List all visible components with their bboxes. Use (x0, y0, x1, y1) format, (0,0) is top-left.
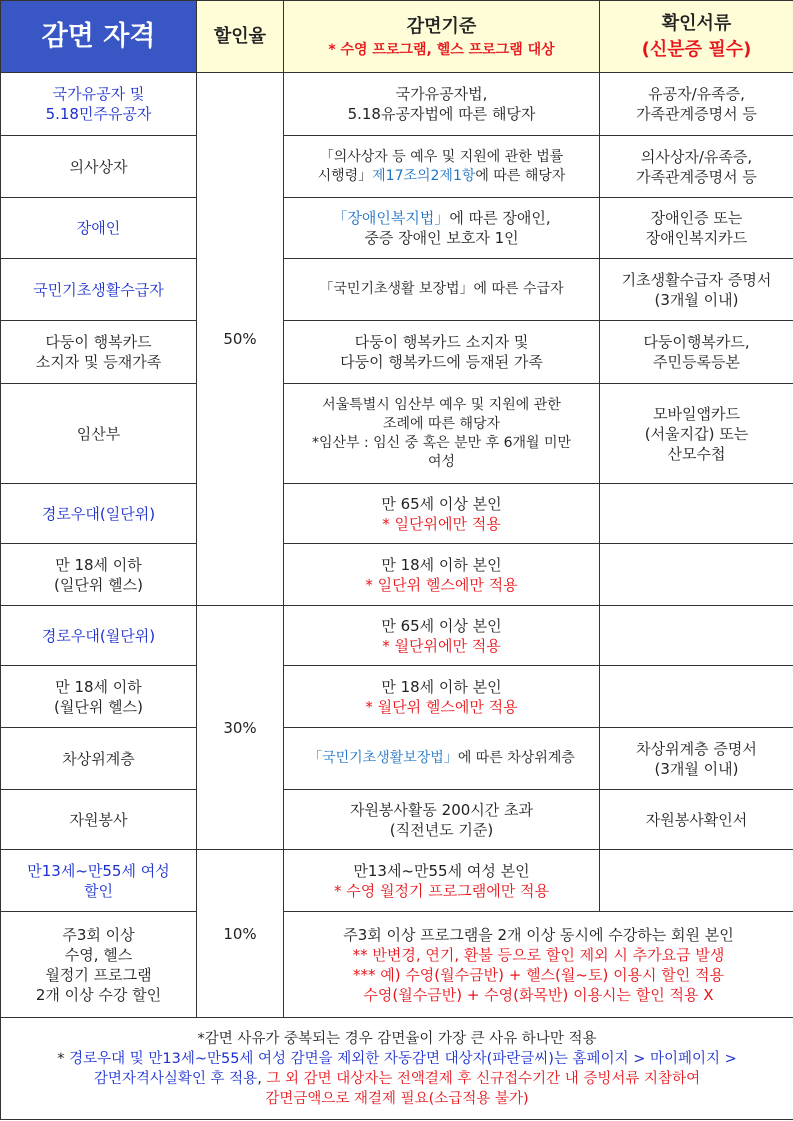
qualification-cell: 경로우대(월단위) (1, 606, 197, 666)
qualification-cell: 자원봉사 (1, 790, 197, 850)
criteria-cell-wide: 주3회 이상 프로그램을 2개 이상 동시에 수강하는 회원 본인 ** 반변경, 연기, 환불 등으로 할인 제외 시 추가요금 발생 *** 예) 수영(월수금반) + 헬스(월~토) 이용시 할인 적용 수영(월수금반) + 수영(화목반) 이용시는 할인 적용 X (284, 912, 793, 1018)
header-criteria (284, 1, 600, 73)
documents-cell (600, 666, 793, 728)
law-article-link[interactable]: 제17조의2제1항 (372, 167, 476, 184)
qualification-cell: 만 18세 이하 (일단위 헬스) (1, 544, 197, 606)
criteria-cell: 다둥이 행복카드 소지자 및 다둥이 행복카드에 등재된 가족 (284, 321, 600, 384)
header-criteria-title: 감면기준 (406, 15, 477, 37)
documents-cell: 모바일앱카드 (서울지갑) 또는 산모수첩 (600, 384, 793, 484)
criteria-cell: 「국민기초생활 보장법」에 따른 수급자 (284, 259, 600, 321)
rate-10: 10% (197, 850, 284, 1018)
documents-cell: 자원봉사확인서 (600, 790, 793, 850)
qualification-cell: 다둥이 행복카드 소지자 및 등재가족 (1, 321, 197, 384)
qualification-cell: 임산부 (1, 384, 197, 484)
qualification-cell: 장애인 (1, 198, 197, 259)
criteria-cell: 만 65세 이상 본인 * 일단위에만 적용 (284, 484, 600, 544)
qualification-cell: 만 18세 이하 (월단위 헬스) (1, 666, 197, 728)
table-row (1, 484, 793, 544)
header-rate: 할인율 (197, 1, 284, 73)
table-row (1, 259, 793, 321)
footer-line-3: 감면자격사실확인 후 적용, 그 외 감면 대상자는 전액결제 후 신규접수기간 내 증빙서류 지참하여 (93, 1070, 701, 1087)
documents-cell: 의사상자/유족증, 가족관계증명서 등 (600, 136, 793, 198)
qualification-cell: 국민기초생활수급자 (1, 259, 197, 321)
qualification-cell: 의사상자 (1, 136, 197, 198)
documents-cell (600, 544, 793, 606)
rate-50: 50% (197, 73, 284, 606)
table-row (1, 73, 793, 136)
table-row (1, 790, 793, 850)
table-row (1, 666, 793, 728)
footer-line-2: * 경로우대 및 만13세~만55세 여성 감면을 제외한 자동감면 대상자(파란글씨)는 홈페이지 > 마이페이지 > (57, 1050, 737, 1067)
table-row (1, 850, 793, 912)
header-row (1, 1, 793, 73)
documents-cell (600, 606, 793, 666)
criteria-cell: 만13세~만55세 여성 본인 * 수영 월정기 프로그램에만 적용 (284, 850, 600, 912)
table-row (1, 198, 793, 259)
criteria-cell: 「국민기초생활보장법」에 따른 차상위계층 (284, 728, 600, 790)
table-row (1, 384, 793, 484)
table-row (1, 544, 793, 606)
qualification-cell: 경로우대(일단위) (1, 484, 197, 544)
table-row (1, 321, 793, 384)
documents-cell: 차상위계층 증명서 (3개월 이내) (600, 728, 793, 790)
table-row (1, 912, 793, 1018)
header-qualification: 감면 자격 (1, 1, 197, 73)
qualification-cell: 주3회 이상 수영, 헬스 월정기 프로그램 2개 이상 수강 할인 (1, 912, 197, 1018)
documents-cell (600, 484, 793, 544)
criteria-cell: 국가유공자법, 5.18유공자법에 따른 해당자 (284, 73, 600, 136)
qualification-cell: 만13세~만55세 여성 할인 (1, 850, 197, 912)
footer-notes (1, 1018, 793, 1120)
documents-cell: 유공자/유족증, 가족관계증명서 등 (600, 73, 793, 136)
header-documents-title: 확인서류 (661, 12, 732, 34)
table-row (1, 728, 793, 790)
documents-cell: 기초생활수급자 증명서 (3개월 이내) (600, 259, 793, 321)
table-row (1, 136, 793, 198)
rate-30: 30% (197, 606, 284, 850)
law-link[interactable]: 「국민기초생활보장법」 (308, 750, 458, 766)
criteria-cell: 만 18세 이하 본인 * 일단위 헬스에만 적용 (284, 544, 600, 606)
criteria-cell: 「장애인복지법」에 따른 장애인, 중증 장애인 보호자 1인 (284, 198, 600, 259)
qualification-cell: 차상위계층 (1, 728, 197, 790)
law-link[interactable]: 「장애인복지법」 (332, 209, 450, 227)
documents-cell: 다둥이행복카드, 주민등록등본 (600, 321, 793, 384)
table-row (1, 606, 793, 666)
footer-line-4: 감면금액으로 재결제 필요(소급적용 불가) (265, 1090, 529, 1107)
header-documents-note: (신분증 필수) (641, 38, 752, 60)
footer-line-1: *감면 사유가 중복되는 경우 감면율이 가장 큰 사유 하나만 적용 (197, 1030, 597, 1047)
documents-cell: 장애인증 또는 장애인복지카드 (600, 198, 793, 259)
criteria-cell: 만 18세 이하 본인 * 월단위 헬스에만 적용 (284, 666, 600, 728)
criteria-cell: 서울특별시 임산부 예우 및 지원에 관한 조례에 따른 해당자 *임산부 : 임신 중 혹은 분만 후 6개월 미만 여성 (284, 384, 600, 484)
criteria-cell: 「의사상자 등 예우 및 지원에 관한 법률 시행령」제17조의2제1항에 따른 해당자 (284, 136, 600, 198)
criteria-cell: 자원봉사활동 200시간 초과 (직전년도 기준) (284, 790, 600, 850)
documents-cell (600, 850, 793, 912)
header-documents (600, 1, 793, 73)
header-criteria-note: * 수영 프로그램, 헬스 프로그램 대상 (328, 41, 555, 58)
criteria-cell: 만 65세 이상 본인 * 월단위에만 적용 (284, 606, 600, 666)
footer-row (1, 1018, 793, 1120)
qualification-cell: 국가유공자 및 5.18민주유공자 (1, 73, 197, 136)
